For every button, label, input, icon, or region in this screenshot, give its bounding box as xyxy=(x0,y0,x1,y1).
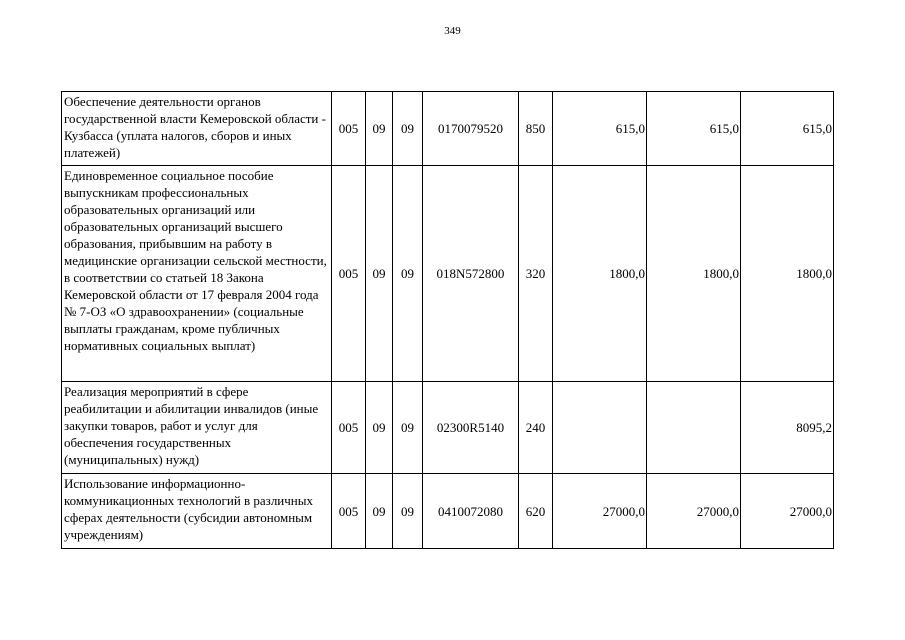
budget-table xyxy=(61,91,834,549)
subsection-code: 09 xyxy=(393,92,423,166)
target-article-code: 0410072080 xyxy=(423,474,519,549)
expense-type-code: 850 xyxy=(519,92,553,166)
amount-year-2: 615,0 xyxy=(647,92,741,166)
table-row xyxy=(62,92,834,166)
expense-type-code: 320 xyxy=(519,166,553,382)
amount-year-1 xyxy=(553,382,647,474)
table-row xyxy=(62,382,834,474)
amount-year-3: 615,0 xyxy=(741,92,834,166)
target-article-code: 0170079520 xyxy=(423,92,519,166)
amount-year-3: 1800,0 xyxy=(741,166,834,382)
target-article-code: 018N572800 xyxy=(423,166,519,382)
ministry-code: 005 xyxy=(332,382,366,474)
row-name: Реализация мероприятий в сфере реабилитации и абилитации инвалидов (иные закупки товаров, работ и услуг для обеспечения государственных (муниципальных) нужд) xyxy=(62,382,332,474)
target-article-code: 02300R5140 xyxy=(423,382,519,474)
ministry-code: 005 xyxy=(332,166,366,382)
amount-year-1: 615,0 xyxy=(553,92,647,166)
section-code: 09 xyxy=(366,166,393,382)
section-code: 09 xyxy=(366,474,393,549)
table-row xyxy=(62,166,834,382)
expense-type-code: 240 xyxy=(519,382,553,474)
expense-type-code: 620 xyxy=(519,474,553,549)
table-row xyxy=(62,474,834,549)
amount-year-1: 1800,0 xyxy=(553,166,647,382)
page-number: 349 xyxy=(444,25,461,37)
ministry-code: 005 xyxy=(332,474,366,549)
subsection-code: 09 xyxy=(393,166,423,382)
amount-year-2: 1800,0 xyxy=(647,166,741,382)
amount-year-2: 27000,0 xyxy=(647,474,741,549)
amount-year-3: 8095,2 xyxy=(741,382,834,474)
subsection-code: 09 xyxy=(393,474,423,549)
section-code: 09 xyxy=(366,382,393,474)
row-name: Использование информационно-коммуникационных технологий в различных сферах деятельности (субсидии автономным учреждениям) xyxy=(62,474,332,549)
amount-year-1: 27000,0 xyxy=(553,474,647,549)
amount-year-3: 27000,0 xyxy=(741,474,834,549)
row-name: Единовременное социальное пособие выпускникам профессиональных образовательных организаций или образовательных организаций высшего образования, прибывшим на работу в медицинские организации сельской местности, в соответствии со статьей 18 Закона Кемеровской области от 17 февраля 2004 года № 7-ОЗ «О здравоохранении» (социальные выплаты гражданам, кроме публичных нормативных социальных выплат) xyxy=(62,166,332,382)
subsection-code: 09 xyxy=(393,382,423,474)
section-code: 09 xyxy=(366,92,393,166)
amount-year-2 xyxy=(647,382,741,474)
ministry-code: 005 xyxy=(332,92,366,166)
row-name: Обеспечение деятельности органов государственной власти Кемеровской области - Кузбасса (уплата налогов, сборов и иных платежей) xyxy=(62,92,332,166)
